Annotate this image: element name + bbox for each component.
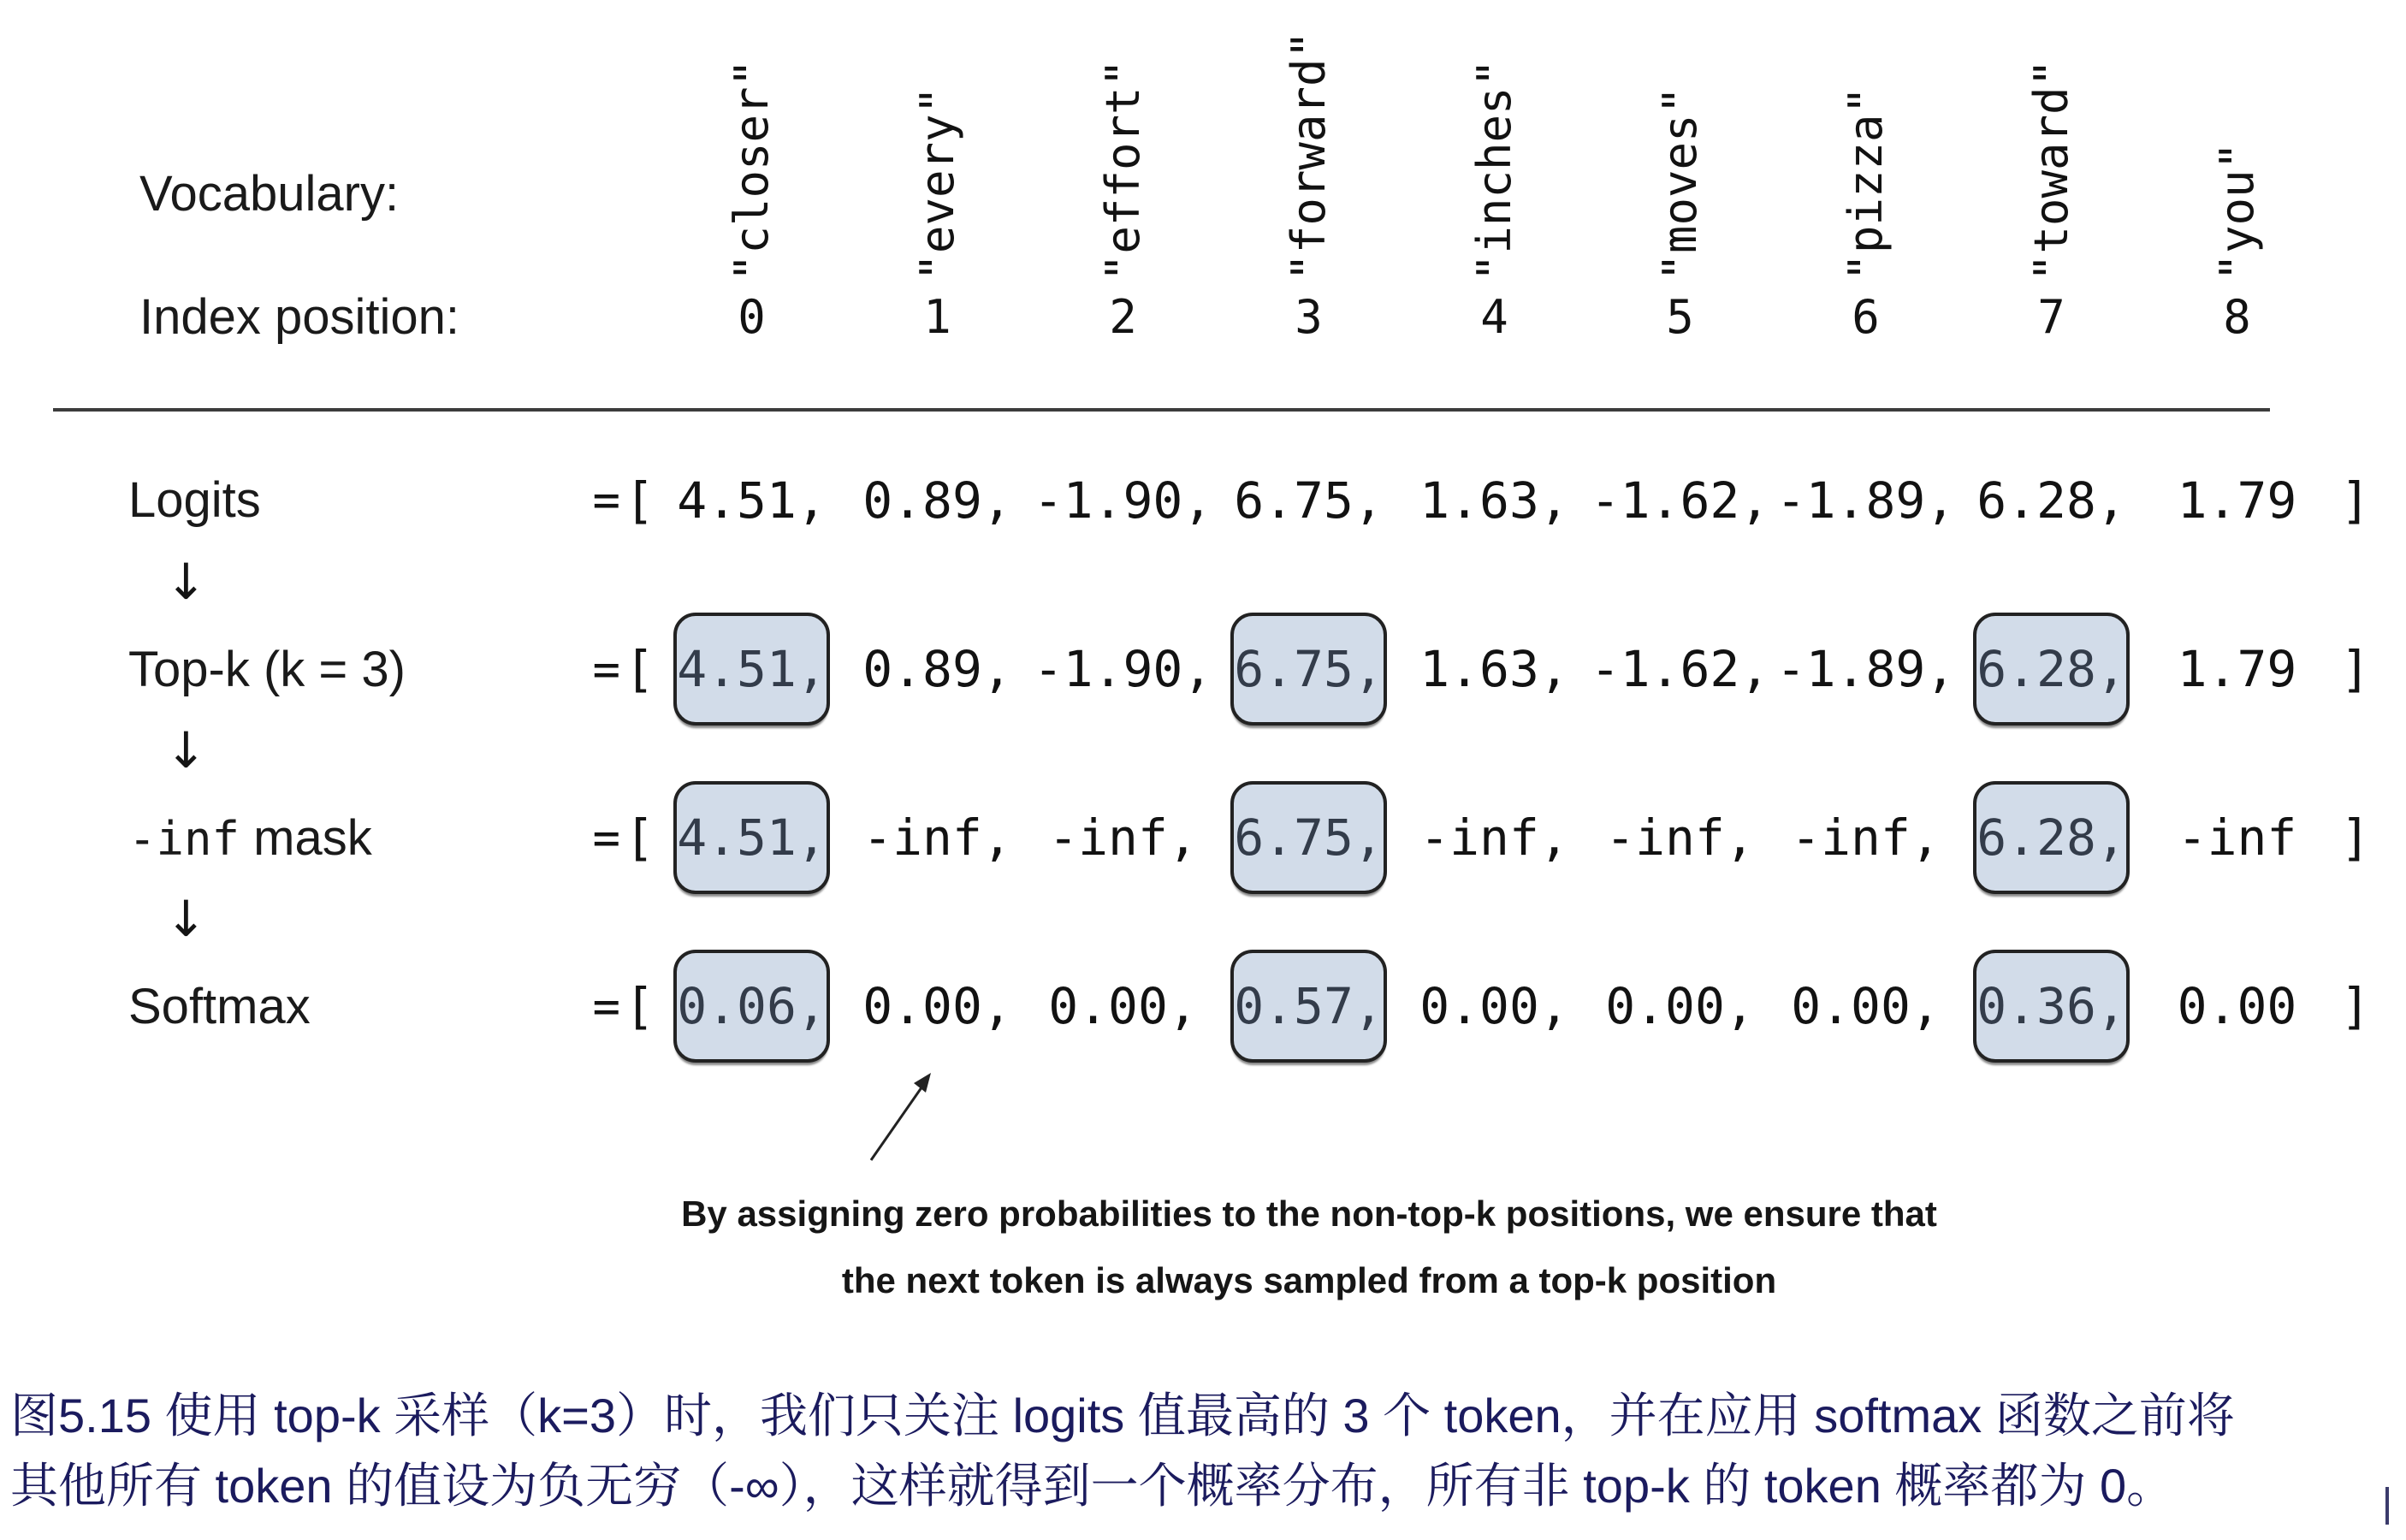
separator-line: [53, 408, 2270, 412]
value-cell-highlighted: [659, 781, 844, 894]
equals-sign: =: [592, 473, 620, 527]
value-cell: 0.00,: [1419, 977, 1569, 1035]
index-number: 8: [2223, 289, 2251, 344]
annotation-line-2: the next token is always sampled from a top-k position: [841, 1260, 1777, 1300]
highlight-box: 4.51,: [673, 781, 830, 894]
flow-arrow-row: [0, 553, 2406, 613]
caption-line-1: 图5.15 使用 top-k 采样（k=3）时，我们只关注 logits 值最高的 3 个 token，并在应用 softmax 函数之前将: [10, 1389, 2235, 1442]
value-cell: 6.75,: [1234, 471, 1384, 530]
highlight-box: 0.57,: [1230, 950, 1387, 1063]
open-bracket: [: [625, 471, 655, 530]
equals-sign: =: [592, 642, 620, 696]
index-number: 0: [738, 289, 766, 344]
row-logits-label: Logits: [128, 472, 261, 528]
annotation-line-1: By assigning zero probabilities to the non-top-k positions, we ensure that: [681, 1194, 1937, 1234]
vocab-token-cell: [1587, 0, 1773, 287]
close-bracket: ]: [2340, 808, 2371, 867]
value-cell: -inf: [2177, 808, 2297, 867]
value-cell-highlighted: [1216, 613, 1402, 726]
value-cell: -inf,: [862, 808, 1012, 867]
row-inf-mask: [0, 781, 2381, 893]
open-bracket: [: [625, 977, 655, 1035]
equals-sign: =: [592, 810, 620, 865]
row-top-k: [0, 613, 2381, 725]
open-bracket: [: [625, 808, 655, 867]
value-cell: 0.00,: [862, 977, 1012, 1035]
vocab-token: "inches": [1467, 58, 1521, 281]
value-cell: 0.00,: [1048, 977, 1198, 1035]
highlight-box: 6.28,: [1973, 613, 2130, 726]
value-cell: 1.79: [2177, 471, 2297, 530]
index-number: 6: [1852, 289, 1880, 344]
close-bracket: ]: [2340, 640, 2371, 698]
down-arrow-icon: ↓: [165, 721, 207, 779]
vocab-token-cell: [2144, 0, 2330, 287]
highlight-box: 6.28,: [1973, 781, 2130, 894]
annotation-arrow-icon: [856, 1066, 950, 1167]
value-cell-highlighted: [1216, 781, 1402, 894]
index-number: 4: [1480, 289, 1508, 344]
caption-line-2: 其他所有 token 的值设为负无穷（-∞），这样就得到一个概率分布，所有非 top-k 的 token 概率都为 0。: [10, 1459, 2175, 1513]
vocabulary-row: [0, 0, 2381, 287]
index-number: 3: [1295, 289, 1323, 344]
vocab-token-cell: [1216, 0, 1402, 287]
vocab-token-cell: [1402, 0, 1587, 287]
value-cell: 1.63,: [1419, 471, 1569, 530]
index-position-label: Index position:: [139, 288, 460, 345]
value-cell-highlighted: [1959, 781, 2144, 894]
value-cell: 0.89,: [862, 471, 1012, 530]
vocab-token: "pizza": [1838, 86, 1893, 281]
row-softmax: [0, 950, 2381, 1062]
vocab-token: "moves": [1652, 86, 1707, 281]
vocab-token-cell: [844, 0, 1030, 287]
close-bracket: ]: [2340, 977, 2371, 1035]
vocab-token: "closer": [724, 58, 779, 281]
flow-arrow-row: [0, 890, 2406, 950]
row-top-k-label: Top-k (k = 3): [128, 641, 406, 697]
index-number: 2: [1109, 289, 1137, 344]
vocab-token: "toward": [2024, 58, 2078, 281]
vocab-token-cell: [1959, 0, 2144, 287]
equals-sign: =: [592, 979, 620, 1034]
value-cell: -1.90,: [1033, 640, 1213, 698]
vocab-token: "you": [2209, 142, 2264, 281]
value-cell: 0.00,: [1605, 977, 1755, 1035]
value-cell: 1.79: [2177, 640, 2297, 698]
vocab-token-cell: [1773, 0, 1959, 287]
vocab-token-cell: [659, 0, 844, 287]
value-cell-highlighted: [1216, 950, 1402, 1063]
vocab-token-cell: [1030, 0, 1216, 287]
value-cell: 6.28,: [1976, 471, 2126, 530]
highlight-box: 0.06,: [673, 950, 830, 1063]
open-bracket: [: [625, 640, 655, 698]
value-cell: 4.51,: [677, 471, 827, 530]
annotation-text: [599, 1181, 2019, 1314]
flow-arrow-row: [0, 721, 2406, 781]
value-cell-highlighted: [1959, 613, 2144, 726]
value-cell-highlighted: [659, 613, 844, 726]
vocabulary-label: Vocabulary:: [139, 166, 400, 222]
index-number: 7: [2037, 289, 2065, 344]
highlight-box: 6.75,: [1230, 613, 1387, 726]
value-cell: 0.00,: [1791, 977, 1941, 1035]
value-cell: 1.63,: [1419, 640, 1569, 698]
value-cell: -1.62,: [1590, 471, 1770, 530]
value-cell: -inf,: [1419, 808, 1569, 867]
value-cell: -inf,: [1605, 808, 1755, 867]
row-logits: [0, 444, 2381, 556]
value-cell: -inf,: [1791, 808, 1941, 867]
close-bracket: ]: [2340, 471, 2371, 530]
value-cell: 0.89,: [862, 640, 1012, 698]
highlight-box: 4.51,: [673, 613, 830, 726]
value-cell: -1.90,: [1033, 471, 1213, 530]
highlight-box: 6.75,: [1230, 781, 1387, 894]
value-cell: -1.89,: [1775, 471, 1956, 530]
vocab-token: "every": [910, 86, 964, 281]
index-number: 1: [923, 289, 951, 344]
row-inf-mask-label: -inf mask: [128, 809, 372, 866]
text-cursor: [2385, 1487, 2389, 1525]
figure-caption: [10, 1381, 2399, 1521]
down-arrow-icon: ↓: [165, 553, 207, 611]
row-softmax-label: Softmax: [128, 978, 311, 1034]
vocab-token: "forward": [1281, 31, 1336, 281]
vocab-token: "effort": [1095, 58, 1150, 281]
value-cell: 0.00: [2177, 977, 2297, 1035]
down-arrow-icon: ↓: [165, 890, 207, 948]
index-number: 5: [1666, 289, 1694, 344]
highlight-box: 0.36,: [1973, 950, 2130, 1063]
value-cell-highlighted: [1959, 950, 2144, 1063]
value-cell: -1.62,: [1590, 640, 1770, 698]
value-cell-highlighted: [659, 950, 844, 1063]
value-cell: -inf,: [1048, 808, 1198, 867]
index-position-row: [0, 287, 2381, 346]
value-cell: -1.89,: [1775, 640, 1956, 698]
